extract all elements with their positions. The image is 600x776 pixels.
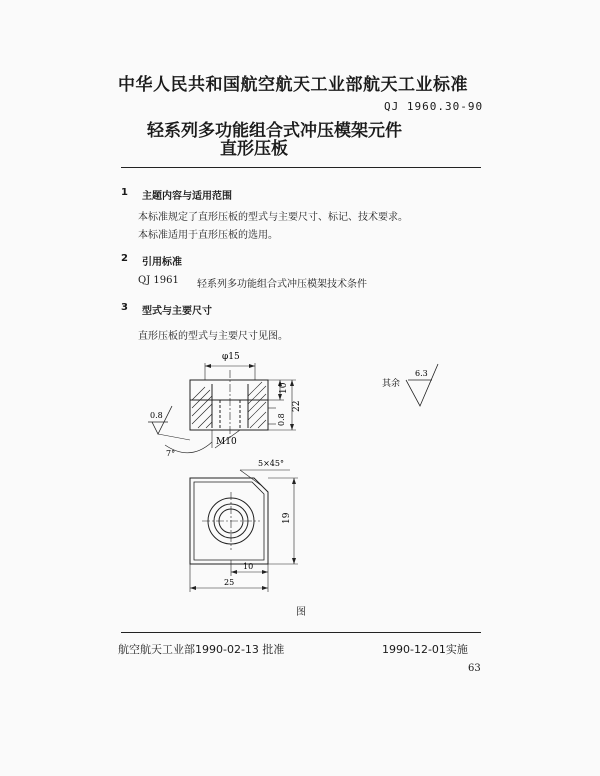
dim-hole-offset: 10 (243, 562, 254, 571)
approval-line: 航空航天工业部1990-02-13 批准 (118, 643, 285, 656)
dim-bore-diameter: φ15 (222, 352, 240, 362)
dim-wall-thickness: 0.8 (277, 413, 286, 426)
roughness-note-value: 6.3 (415, 369, 428, 378)
dim-length: 25 (224, 578, 235, 587)
section-2-heading: 引用标准 (142, 257, 182, 268)
section-1-paragraph-1: 本标准规定了直形压板的型式与主要尺寸、标记、技术要求。 (138, 212, 408, 223)
document-title-line2: 直形压板 (220, 139, 288, 159)
implementation-date: 1990-12-01实施 (382, 643, 468, 656)
dim-thread: M10 (216, 437, 237, 447)
dim-draft-angle: 7° (166, 449, 176, 458)
dim-width: 19 (282, 512, 292, 524)
page-number: 63 (468, 663, 481, 674)
reference-title: 轻系列多功能组合式冲压模架技术条件 (197, 279, 367, 290)
section-3-heading: 型式与主要尺寸 (142, 306, 212, 317)
section-3-paragraph: 直形压板的型式与主要尺寸见图。 (138, 331, 288, 342)
issuing-organization: 中华人民共和国航空航天工业部航天工业标准 (118, 75, 468, 95)
reference-code: QJ 1961 (138, 275, 179, 286)
section-2-number: 2 (121, 253, 128, 264)
section-1-number: 1 (121, 187, 128, 198)
section-1-heading: 主题内容与适用范围 (142, 191, 232, 202)
dim-surface-roughness: 0.8 (150, 411, 163, 420)
front-view-lower-body (190, 400, 268, 430)
figure-caption: 图 (296, 607, 306, 618)
standard-code: QJ 1960.30-90 (384, 100, 484, 113)
section-1-paragraph-2: 本标准适用于直形压板的选用。 (138, 230, 278, 241)
roughness-note-label: 其余 (382, 379, 401, 389)
document-title-line1: 轻系列多功能组合式冲压模架元件 (147, 121, 402, 141)
section-3-number: 3 (121, 302, 128, 313)
dim-height-total: 22 (292, 400, 302, 412)
dim-height-step: 10 (279, 382, 289, 394)
plan-view-outline (190, 478, 268, 564)
dim-chamfer: 5×45° (258, 459, 284, 468)
front-view-hatching (192, 382, 266, 428)
footer-rule (121, 632, 481, 633)
